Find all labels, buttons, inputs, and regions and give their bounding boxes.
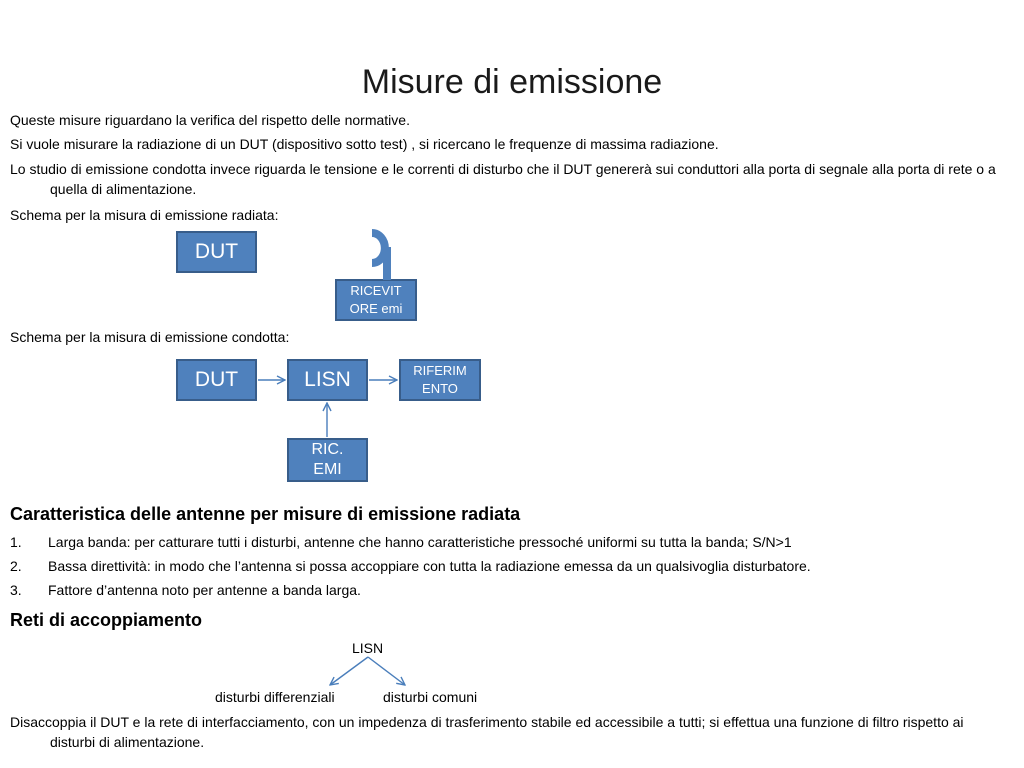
list-item-number: 2. xyxy=(10,558,22,574)
list-item-text: Larga banda: per catturare tutti i disturbi, antenne che hanno caratteristiche pressoché uniformi su tutta la banda; S/N>1 xyxy=(48,534,792,550)
paragraph-intro: Queste misure riguardano la verifica del rispetto delle normative. xyxy=(10,112,410,128)
tree-right-label: disturbi comuni xyxy=(383,689,478,705)
paragraph-conducted-schema: Schema per la misura di emissione condotta: xyxy=(10,329,290,345)
paragraph-conducted: Lo studio di emissione condotta invece riguarda le tensione e le correnti di disturbo che il DUT genererà sui conduttori alla porta di segnale alla porta di rete o a quella di alimentazione. xyxy=(10,161,996,197)
page-title: Misure di emissione xyxy=(361,63,663,101)
radiated-dut-box: DUT xyxy=(176,231,257,273)
radiated-receiver-box: RICEVIT ORE emi xyxy=(335,279,417,321)
tree-left-label: disturbi differenziali xyxy=(215,689,335,705)
list-item-text: Bassa direttività: in modo che l’antenna si possa accoppiare con tutta la radiazione emessa da un qualsivoglia disturbatore. xyxy=(48,558,811,574)
list-item-text: Fattore d’antenna noto per antenne a banda larga. xyxy=(48,582,361,598)
list-item-number: 3. xyxy=(10,582,22,598)
paragraph-radiated-schema: Schema per la misura di emissione radiata: xyxy=(10,207,279,223)
arrow-to-common xyxy=(368,657,405,685)
tree-root-label: LISN xyxy=(352,640,384,656)
coupling-heading: Reti di accoppiamento xyxy=(10,610,203,630)
paragraph-decoupling: Disaccoppia il DUT e la rete di interfacciamento, con un impedenza di trasferimento stabile ed accessibile a tutti; si effettua una funzione di filtro rispetto ai disturbi di alimentazione. xyxy=(10,714,964,750)
conducted-dut-box: DUT xyxy=(176,359,257,401)
conducted-lisn-box: LISN xyxy=(287,359,368,401)
antenna-heading: Caratteristica delle antenne per misure di emissione radiata xyxy=(10,504,521,524)
arrow-to-differential xyxy=(330,657,368,685)
list-item-number: 1. xyxy=(10,534,22,550)
conducted-receiver-box: RIC. EMI xyxy=(287,438,368,482)
conducted-reference-box: RIFERIM ENTO xyxy=(399,359,481,401)
paragraph-radiation: Si vuole misurare la radiazione di un DUT (dispositivo sotto test) , si ricercano le frequenze di massima radiazione. xyxy=(10,136,719,152)
